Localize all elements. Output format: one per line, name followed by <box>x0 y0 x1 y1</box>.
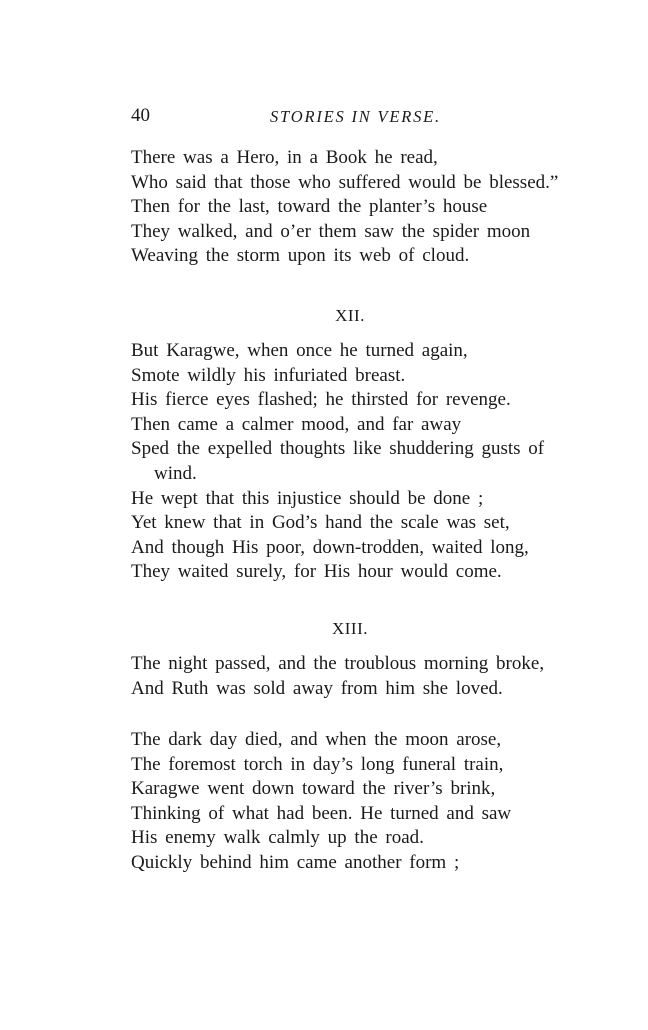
verse-line: There was a Hero, in a Book he read, <box>131 147 438 168</box>
verse-line-continuation: wind. <box>154 462 197 484</box>
verse-line: Who said that those who suffered would be blessed.” <box>131 171 559 193</box>
verse-line: The dark day died, and when the moon arose, <box>131 729 502 750</box>
section-number-xiii: XIII. <box>331 619 368 638</box>
verse-line: Quickly behind him came another form ; <box>131 851 460 873</box>
verse-line: Sped the expelled thoughts like shuddering gusts of <box>131 438 545 460</box>
stanza-continuation <box>131 146 611 269</box>
section-number-xii: XII. <box>335 306 365 325</box>
verse-line: And though His poor, down-trodden, waited long, <box>131 536 529 558</box>
verse-line: Then came a calmer mood, and far away <box>131 413 462 435</box>
verse-line: His enemy walk calmly up the road. <box>131 827 424 849</box>
verse-line: Yet knew that in God’s hand the scale was set, <box>131 512 510 534</box>
verse-line: Then for the last, toward the planter’s house <box>131 196 488 218</box>
running-title: STORIES IN VERSE. <box>270 107 441 126</box>
verse-line: His fierce eyes flashed; he thirsted for revenge. <box>131 389 511 411</box>
verse-line: Karagwe went down toward the river’s brink, <box>131 778 496 800</box>
stanza-xiii-b <box>131 728 611 876</box>
page-number: 40 <box>131 105 150 126</box>
verse-line: And Ruth was sold away from him she loved. <box>131 677 503 699</box>
stanza-xiii-a <box>131 652 611 701</box>
verse-line: Weaving the storm upon its web of cloud. <box>131 245 470 267</box>
verse-line: The night passed, and the troublous morning broke, <box>131 653 545 674</box>
verse-line: He wept that this injustice should be done ; <box>131 487 484 509</box>
verse-line: Smote wildly his infuriated breast. <box>131 364 406 386</box>
verse-line: They walked, and o’er them saw the spider moon <box>131 220 531 242</box>
verse-line: Thinking of what had been. He turned and saw <box>131 802 512 824</box>
verse-line: The foremost torch in day’s long funeral train, <box>131 753 504 775</box>
stanza-xii <box>131 339 611 585</box>
verse-line: They waited surely, for His hour would come. <box>131 561 502 583</box>
verse-line: But Karagwe, when once he turned again, <box>131 340 468 361</box>
